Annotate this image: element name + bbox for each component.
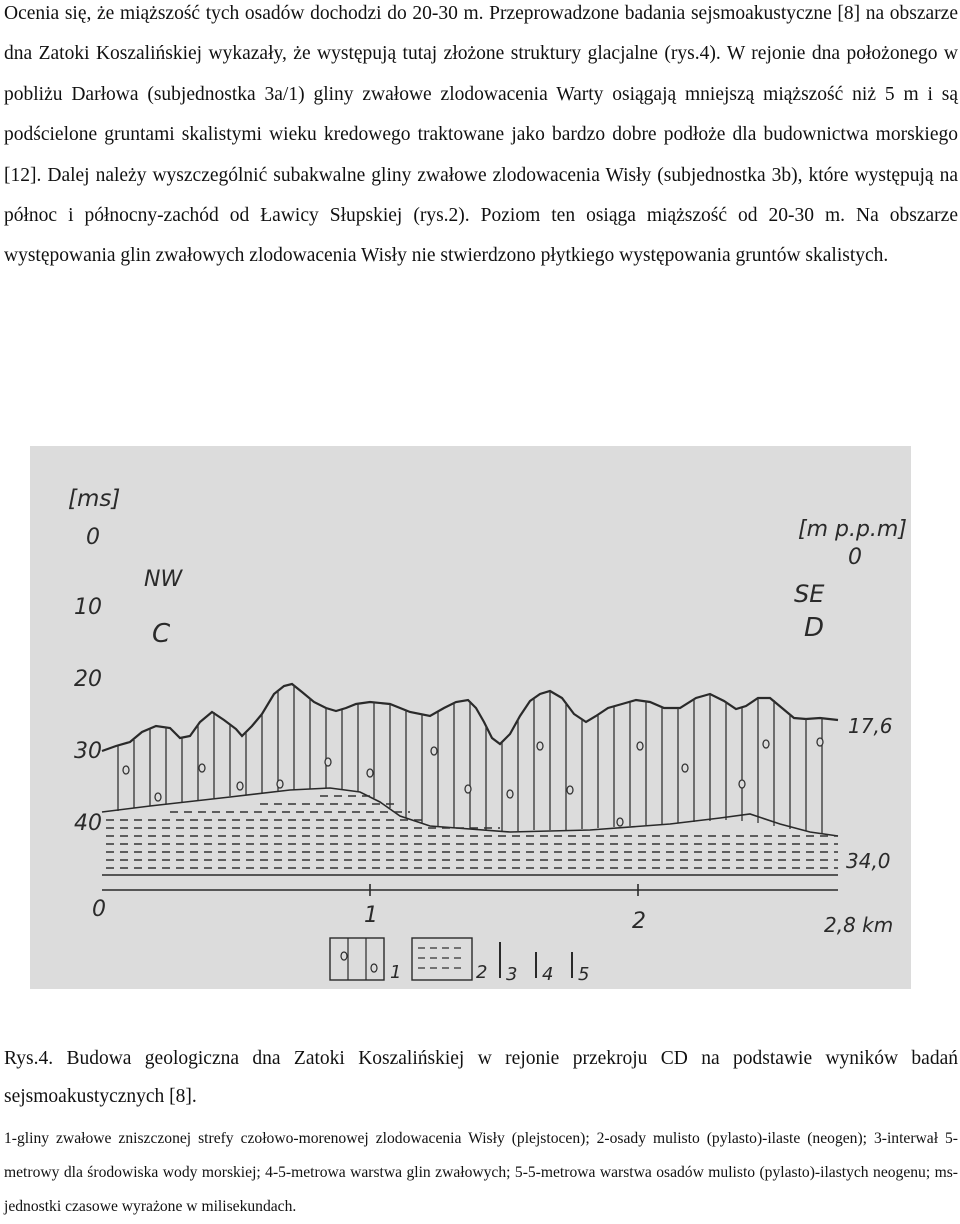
left-tick-30: 30 (74, 739, 102, 764)
figure-legend (330, 938, 589, 985)
right-axis-unit: [m p.p.m] (798, 517, 907, 542)
body-paragraph: Ocenia się, że miąższość tych osadów dochodzi do 20-30 m. Przeprowadzone badania sejsmoakustyczne [8] na obszarze dna Zatoki Koszalińskiej wykazały, że występują tutaj złożone struktury glacjalne (rys.4). W rejonie dna położonego w pobliżu Darłowa (subjednostka 3a/1) gliny zwałowe zlodowacenia Warty osiągają mniejszą miąższość niż 5 m i są podścielone gruntami skalistymi wieku kredowego traktowane jako bardzo dobre podłoże dla budownictwa morskiego [12]. Dalej należy wyszczególnić subakwalne gliny zwałowe zlodowacenia Wisły (subjednostka 3b), które występują na północ i północny-zachód od Ławicy Słupskiej (rys.2). Poziom ten osiąga miąższość od 20-30 m. Na obszarze występowania glin zwałowych zlodowacenia Wisły nie stwierdzono płytkiego występowania gruntów skalistych. (4, 3, 958, 267)
geological-cross-section-figure (30, 446, 911, 989)
distance-tick-2-8km: 2,8 km (824, 913, 894, 937)
figure-caption: Rys.4. Budowa geologiczna dna Zatoki Koszalińskiej w rejonie przekroju CD na podstawie wyników badań sejsmoakustycznych [8]. (4, 1048, 958, 1107)
label-d: D (804, 613, 825, 643)
legend-label-2: 2 (476, 962, 488, 983)
right-tick-34-0: 34,0 (846, 849, 891, 873)
distance-tick-2: 2 (632, 909, 646, 934)
right-tick-0: 0 (848, 545, 862, 570)
distance-tick-1: 1 (364, 903, 378, 928)
legend-label-1: 1 (390, 962, 402, 983)
left-tick-0: 0 (86, 525, 100, 550)
right-tick-17-6: 17,6 (848, 714, 893, 738)
legend-label-4: 4 (542, 964, 554, 985)
legend-label-5: 5 (578, 964, 590, 985)
label-nw: NW (144, 567, 183, 592)
left-tick-10: 10 (74, 595, 102, 620)
left-tick-40: 40 (74, 811, 102, 836)
figure-legend-text: 1-gliny zwałowe zniszczonej strefy czołowo-morenowej zlodowacenia Wisły (plejstocen); 2-osady mulisto (pylasto)-ilaste (neogen); 3-interwał 5-metrowy dla środowiska wody morskiej; 4-5-metrowa warstwa glin zwałowych; 5-5-metrowa warstwa osadów mulisto (pylasto)-ilastych neogenu; ms-jednostki czasowe wyrażone w milisekundach. (4, 1130, 958, 1215)
till-hatching (118, 685, 822, 834)
label-c: C (152, 619, 171, 649)
left-axis-unit: [ms] (68, 486, 121, 512)
label-se: SE (794, 580, 825, 608)
left-tick-20: 20 (74, 667, 102, 692)
till-symbols (123, 738, 823, 826)
distance-tick-0: 0 (92, 897, 106, 922)
legend-label-3: 3 (506, 964, 518, 985)
neogen-silt-dashes (106, 796, 838, 868)
